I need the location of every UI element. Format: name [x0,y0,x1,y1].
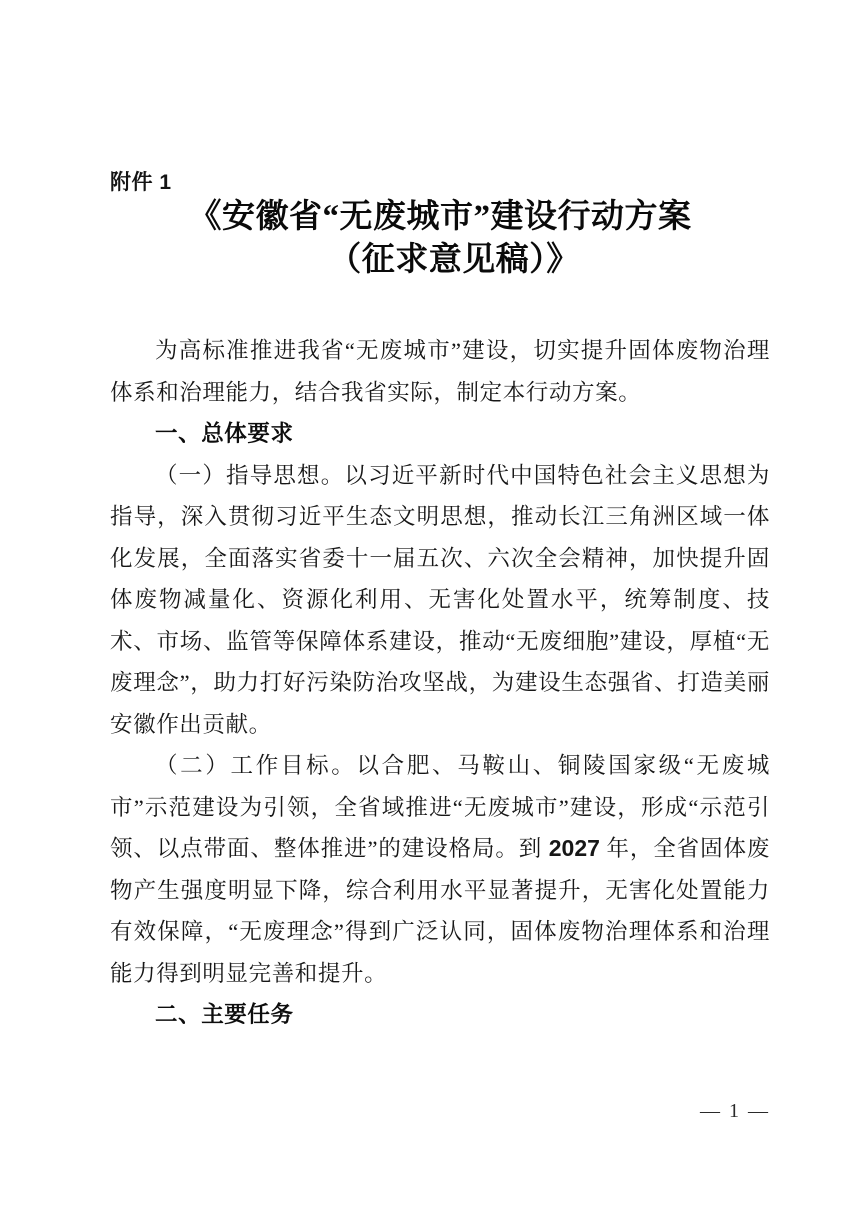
paragraph-guiding-thought: （一）指导思想。以习近平新时代中国特色社会主义思想为指导，深入贯彻习近平生态文明思想，推动长江三角洲区域一体化发展，全面落实省委十一届五次、六次全会精神，加快提升固体废物减量化、资源化利用、无害化处置水平，统筹制度、技术、市场、监管等保障体系建设，推动“无废细胞”建设，厚植“无废理念”，助力打好污染防治攻坚战，为建设生态强省、打造美丽安徽作出贡献。 [110,462,770,737]
section-heading-main-tasks: 二、主要任务 [155,1002,294,1027]
target-year-value: 2027 [548,835,600,861]
paragraph-work-objectives-part-1: （二）工作目标。以合肥、马鞍山、铜陵国家级“无废城市”示范建设为引领，全省域推进“无废城市”建设，形成“示范引领、以点带面、整体推进”的建设格局。到 [110,753,770,861]
attachment-label: 附件 1 [110,171,172,194]
page-title [110,196,770,282]
paragraph-work-objectives [110,745,770,994]
page-number-footer: — 1 — [700,1100,770,1122]
document-body [110,330,770,1036]
page-title-line-1: 《安徽省“无废城市”建设行动方案 [188,199,692,235]
paragraph-work-objectives-part-2: 年，全省固体废物产生强度明显下降，综合利用水平显著提升，无害化处置能力有效保障，“无废理念”得到广泛认同，固体废物治理体系和治理能力得到明显完善和提升。 [110,836,770,986]
page-title-line-2: （征求意见稿）》 [328,242,580,278]
paragraph-preamble: 为高标准推进我省“无废城市”建设，切实提升固体废物治理体系和治理能力，结合我省实际，制定本行动方案。 [110,338,770,405]
section-heading-overall-requirements: 一、总体要求 [155,421,294,446]
